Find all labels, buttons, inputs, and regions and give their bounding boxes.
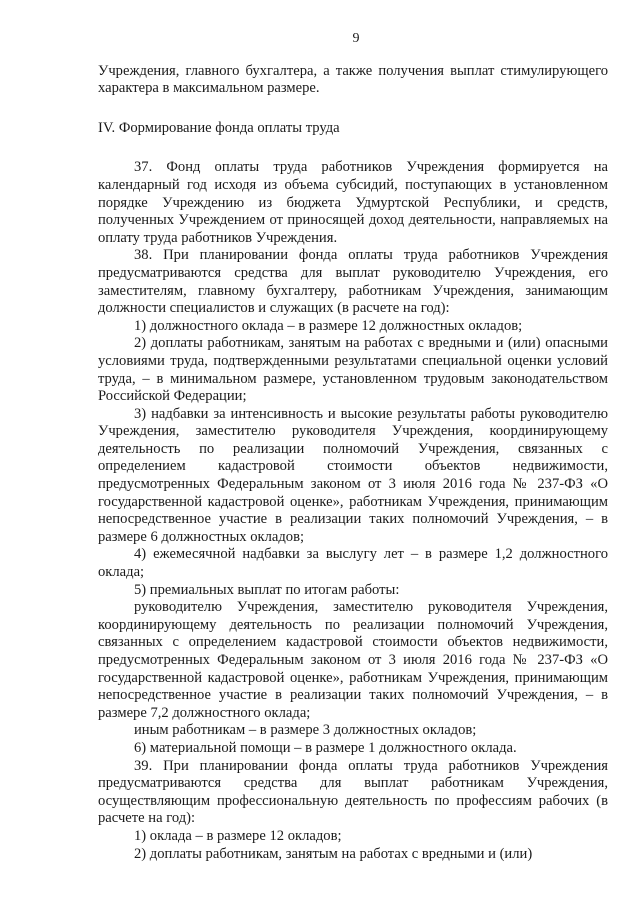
page-number: 9 (352, 31, 360, 46)
list-item-38-5: 5) премиальных выплат по итогам работы: (134, 581, 400, 598)
list-item-39-2: 2) доплаты работникам, занятым на работах с вредными и (или) (134, 845, 533, 862)
list-item-38-1: 1) должностного оклада – в размере 12 должностных окладов; (134, 317, 523, 334)
paragraph-continuation: Учреждения, главного бухгалтера, а также получения выплат стимулирующего характера в максимальном размере. (98, 62, 608, 97)
paragraph-37: 37. Фонд оплаты труда работников Учреждения формируется на календарный год исходя из объема субсидий, поступающих в установленном порядке Учреждению из бюджета Удмуртской Республики, и средств, полученных Учреждением от приносящей доход деятельности, направляемых на оплату труда работников Учреждения. (98, 159, 608, 246)
list-item-39-1: 1) оклада – в размере 12 окладов; (134, 827, 342, 844)
paragraph-39: 39. При планировании фонда оплаты труда работников Учреждения предусматриваются средства для выплат работникам Учреждения, осуществляющим профессиональную деятельность по профессиям рабочих (в расчете на год): (98, 757, 608, 827)
list-item-38-5-managers: руководителю Учреждения, заместителю руководителя Учреждения, координирующему деятельность по реализации полномочий Учреждения, связанных с определением кадастровой стоимости объектов недвижимости, предусмотренных Федеральным законом от 3 июля 2016 года № 237-ФЗ «О государственной кадастровой оценке», работникам Учреждения, принимающим непосредственное участие в реализации таких полномочий Учреждения, – в размере 7,2 должностного оклада; (98, 599, 608, 721)
list-item-38-5-others: иным работникам – в размере 3 должностных окладов; (134, 722, 477, 739)
list-item-38-2: 2) доплаты работникам, занятым на работах с вредными и (или) опасными условиями труда, подтвержденными результатами специальной оценки условий труда, – в минимальном размере, установленном трудовым законодательством Российской Федерации; (98, 335, 608, 405)
list-item-38-6: 6) материальной помощи – в размере 1 должностного оклада. (134, 739, 517, 756)
list-item-38-3: 3) надбавки за интенсивность и высокие результаты работы руководителю Учреждения, заместителю руководителя Учреждения, координирующему деятельность по реализации полномочий Учреждения, связанных с определением кадастровой стоимости объектов недвижимости, предусмотренных Федеральным законом от 3 июля 2016 года № 237-ФЗ «О государственной кадастровой оценке», работникам Учреждения, принимающим непосредственное участие в реализации таких полномочий Учреждения, – в размере 6 должностных окладов; (98, 405, 608, 545)
paragraph-38: 38. При планировании фонда оплаты труда работников Учреждения предусматриваются средства для выплат руководителю Учреждения, его заместителям, главному бухгалтеру, работникам Учреждения, занимающим должности специалистов и служащих (в расчете на год): (98, 247, 608, 317)
list-item-38-4: 4) ежемесячной надбавки за выслугу лет – в размере 1,2 должностного оклада; (98, 546, 608, 581)
section-title: IV. Формирование фонда оплаты труда (98, 119, 340, 136)
